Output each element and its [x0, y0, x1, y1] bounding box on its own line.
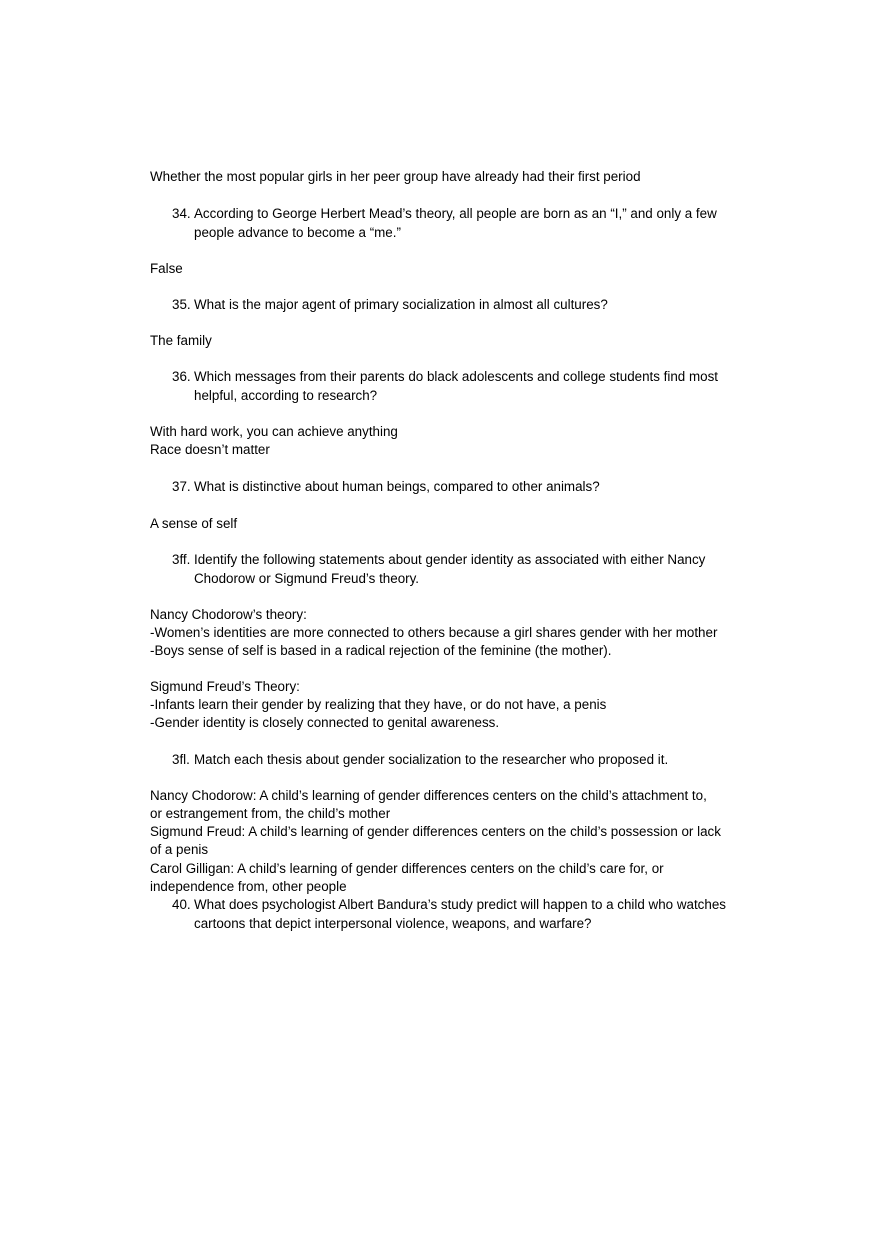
answer-34: False [150, 261, 183, 276]
answer-36-line-1: With hard work, you can achieve anything [150, 424, 398, 439]
question-38 [172, 551, 742, 588]
question-number: 35. [172, 297, 191, 312]
answer-35: The family [150, 333, 212, 348]
answer-39-line-4: of a penis [150, 842, 209, 857]
question-39 [172, 751, 742, 770]
question-37 [172, 478, 742, 497]
freud-heading: Sigmund Freud’s Theory: [150, 679, 300, 694]
question-number: 34. [172, 206, 191, 221]
question-number: 3ff. [172, 552, 191, 567]
question-number: 3fl. [172, 752, 190, 767]
question-35 [172, 296, 742, 315]
question-text: What is distinctive about human beings, compared to other animals? [194, 479, 600, 494]
answer-39-line-2: or estrangement from, the child’s mother [150, 806, 391, 821]
question-text: Identify the following statements about gender identity as associated with either Nancy Chodorow or Sigmund Freud’s theory. [194, 552, 706, 586]
answer-36-line-2: Race doesn’t matter [150, 442, 270, 457]
question-40 [172, 896, 742, 933]
question-number: 37. [172, 479, 191, 494]
question-text: What does psychologist Albert Bandura’s study predict will happen to a child who watches cartoons that depict interpersonal violence, weapons, and warfare? [194, 897, 726, 931]
question-text: According to George Herbert Mead’s theory, all people are born as an “I,” and only a few people advance to become a “me.” [194, 206, 717, 240]
question-text: Which messages from their parents do black adolescents and college students find most helpful, according to research? [194, 369, 718, 403]
answer-39-line-3: Sigmund Freud: A child’s learning of gender differences centers on the child’s possession or lack [150, 824, 721, 839]
freud-statement-1: -Infants learn their gender by realizing that they have, or do not have, a penis [150, 697, 607, 712]
question-number: 36. [172, 369, 191, 384]
freud-statement-2: -Gender identity is closely connected to genital awareness. [150, 715, 500, 730]
answer-39-line-5: Carol Gilligan: A child’s learning of gender differences centers on the child’s care for, or [150, 861, 664, 876]
answer-37: A sense of self [150, 516, 238, 531]
answer-39-line-1: Nancy Chodorow: A child’s learning of gender differences centers on the child’s attachment to, [150, 788, 707, 803]
question-36 [172, 368, 742, 405]
question-text: What is the major agent of primary socialization in almost all cultures? [194, 297, 608, 312]
question-number: 40. [172, 897, 191, 912]
answer-39-line-6: independence from, other people [150, 879, 347, 894]
answer-33: Whether the most popular girls in her peer group have already had their first period [150, 169, 641, 184]
chodorow-heading: Nancy Chodorow’s theory: [150, 607, 307, 622]
question-34 [172, 205, 742, 242]
chodorow-statement-2: -Boys sense of self is based in a radical rejection of the feminine (the mother). [150, 643, 612, 658]
chodorow-statement-1: -Women’s identities are more connected to others because a girl shares gender with her mother [150, 625, 718, 640]
question-text: Match each thesis about gender socialization to the researcher who proposed it. [194, 752, 669, 767]
